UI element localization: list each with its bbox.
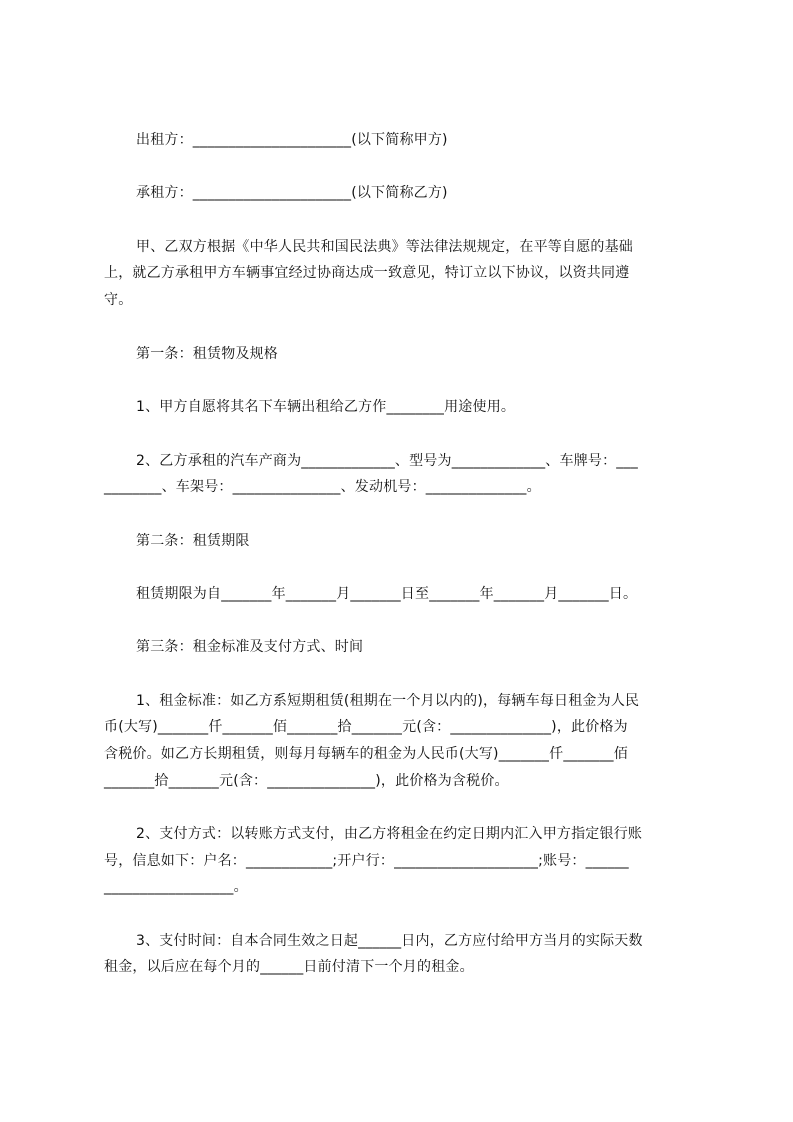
article-3-heading: 第三条：租金标准及支付方式、时间: [136, 639, 364, 655]
article-1-item-2-line-1: 2、乙方承租的汽车产商为_____________、型号为_____________、车牌号：___: [136, 453, 638, 469]
article-1-heading: 第一条：租赁物及规格: [136, 346, 278, 362]
rent-standard-line-4: _______拾_______元(含：_______________)，此价格为含税价。: [104, 773, 509, 789]
rent-standard-line-2: 币(大写)_______仟_______佰_______拾_______元(含：______________)，此价格为: [104, 719, 628, 735]
preamble-line-1: 甲、乙双方根据《中华人民共和国民法典》等法律法规规定，在平等自愿的基础: [136, 239, 633, 255]
preamble-line-3: 守。: [104, 292, 133, 308]
lease-term-line: 租赁期限为自_______年_______月_______日至_______年_______月_______日。: [136, 586, 638, 602]
rent-standard-line-3: 含税价。如乙方长期租赁，则每月每辆车的租金为人民币(大写)_______仟_______佰: [104, 746, 628, 762]
payment-method-line-3: __________________。: [104, 879, 248, 895]
article-1-item-2-line-2: ________、车架号：_______________、发动机号：______________。: [104, 479, 541, 495]
preamble-line-2: 上，就乙方承租甲方车辆事宜经过协商达成一致意见，特订立以下协议，以资共同遵: [104, 265, 630, 281]
article-1-item-1: 1、甲方自愿将其名下车辆出租给乙方作________用途使用。: [136, 399, 516, 415]
payment-method-line-2: 号，信息如下：户名：____________;开户行：____________________;账号：______: [104, 853, 629, 869]
lessor-line: 出租方：______________________(以下简称甲方): [136, 132, 448, 148]
payment-time-line-2: 租金，以后应在每个月的______日前付清下一个月的租金。: [104, 959, 474, 975]
payment-method-line-1: 2、支付方式：以转账方式支付，由乙方将租金在约定日期内汇入甲方指定银行账: [136, 826, 643, 842]
payment-time-line-1: 3、支付时间：自本合同生效之日起______日内，乙方应付给甲方当月的实际天数: [136, 933, 643, 949]
lessee-line: 承租方：______________________(以下简称乙方): [136, 185, 448, 201]
rent-standard-line-1: 1、租金标准：如乙方系短期租赁(租期在一个月以内的)，每辆车每日租金为人民: [136, 693, 640, 709]
article-2-heading: 第二条：租赁期限: [136, 533, 250, 549]
